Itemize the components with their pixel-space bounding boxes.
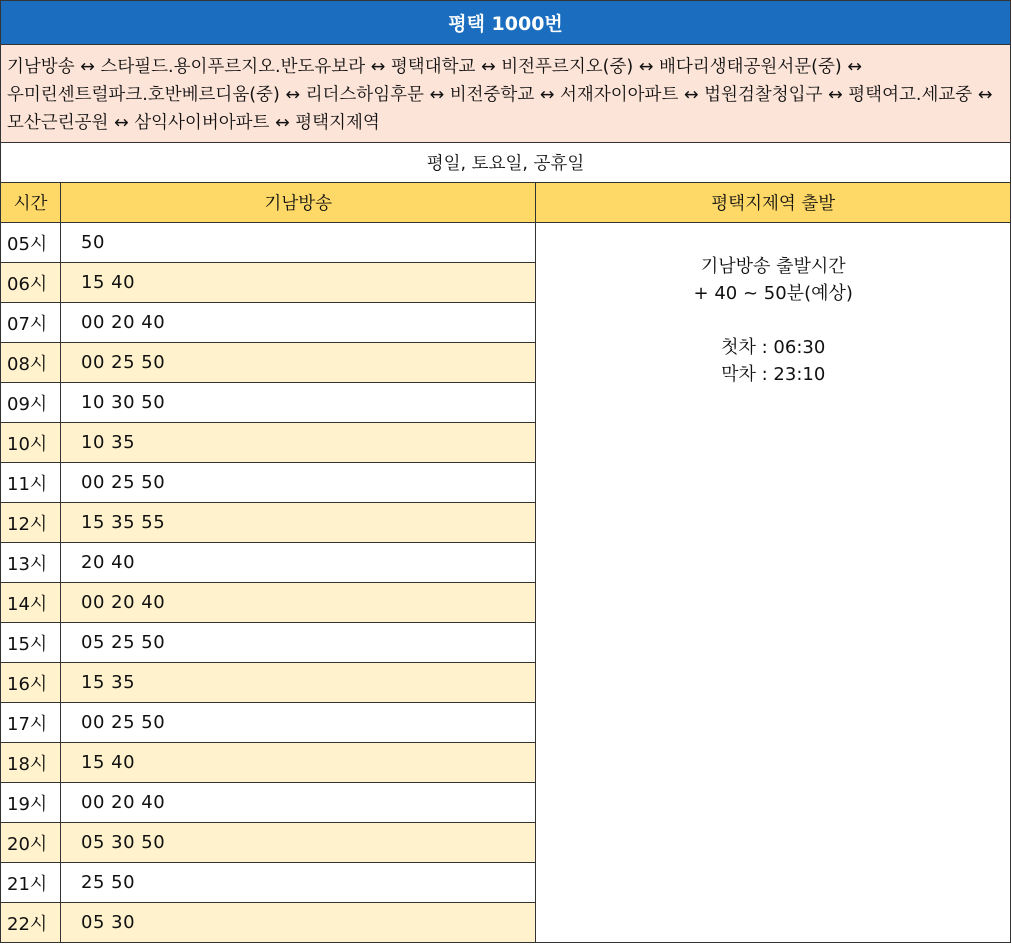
schedule-grid: [1, 183, 1011, 943]
return-header: 평택지제역 출발: [536, 183, 1011, 223]
times-cell: 00 20 40: [61, 783, 536, 822]
hour-cell: 15시: [1, 623, 61, 662]
table-row: [1, 823, 536, 863]
times-cell: 15 35 55: [61, 503, 536, 542]
hour-cell: 12시: [1, 503, 61, 542]
times-cell: 05 30: [61, 903, 536, 942]
times-cell: 05 30 50: [61, 823, 536, 862]
times-cell: 00 25 50: [61, 343, 536, 382]
hour-cell: 14시: [1, 583, 61, 622]
origin-header: 기남방송: [61, 183, 536, 222]
times-cell: 20 40: [61, 543, 536, 582]
hour-cell: 17시: [1, 703, 61, 742]
last-bus: 막차 : 23:10: [721, 364, 826, 385]
times-cell: 25 50: [61, 863, 536, 902]
hour-cell: 10시: [1, 423, 61, 462]
table-row: [1, 343, 536, 383]
page-title: 평택 1000번: [1, 1, 1011, 45]
note-spacer: [536, 307, 1010, 334]
times-cell: 15 40: [61, 743, 536, 782]
table-row: [1, 263, 536, 303]
hour-cell: 07시: [1, 303, 61, 342]
times-cell: 00 25 50: [61, 463, 536, 502]
table-row: [1, 863, 536, 903]
hour-cell: 06시: [1, 263, 61, 302]
table-row: [1, 303, 536, 343]
table-row: [1, 783, 536, 823]
table-row: [1, 423, 536, 463]
table-body: [1, 223, 536, 943]
hour-cell: 16시: [1, 663, 61, 702]
times-cell: 05 25 50: [61, 623, 536, 662]
table-row: [1, 743, 536, 783]
hour-cell: 21시: [1, 863, 61, 902]
hour-cell: 22시: [1, 903, 61, 942]
times-cell: 10 30 50: [61, 383, 536, 422]
table-row: [1, 543, 536, 583]
table-row: [1, 463, 536, 503]
first-bus: 첫차 : 06:30: [721, 337, 826, 358]
table-row: [1, 503, 536, 543]
times-cell: 50: [61, 223, 536, 262]
times-cell: 15 35: [61, 663, 536, 702]
times-cell: 00 20 40: [61, 583, 536, 622]
hour-cell: 11시: [1, 463, 61, 502]
table-row: [1, 663, 536, 703]
service-days: 평일, 토요일, 공휴일: [1, 143, 1011, 183]
times-cell: 10 35: [61, 423, 536, 462]
return-column: [536, 183, 1011, 943]
times-cell: 00 25 50: [61, 703, 536, 742]
route-description: 기남방송 ↔ 스타필드.용이푸르지오.반도유보라 ↔ 평택대학교 ↔ 비전푸르지오(중) ↔ 배다리생태공원서문(중) ↔ 우미린센트럴파크.호반베르디움(중) ↔ 리더스하임후문 ↔ 비전중학교 ↔ 서재자이아파트 ↔ 법원검찰청입구 ↔ 평택여고.세교중 ↔ 모산근린공원 ↔ 삼익사이버아파트 ↔ 평택지제역: [1, 45, 1011, 143]
table-row: [1, 583, 536, 623]
hour-cell: 09시: [1, 383, 61, 422]
hour-cell: 19시: [1, 783, 61, 822]
departure-table: [1, 183, 536, 943]
hour-header: 시간: [1, 183, 61, 222]
table-row: [1, 903, 536, 943]
return-note: [536, 223, 1011, 943]
table-header: [1, 183, 536, 223]
table-row: [1, 383, 536, 423]
note-line2: + 40 ~ 50분(예상): [693, 283, 853, 304]
hour-cell: 18시: [1, 743, 61, 782]
table-row: [1, 223, 536, 263]
note-line1: 기남방송 출발시간: [700, 256, 846, 277]
table-row: [1, 703, 536, 743]
hour-cell: 20시: [1, 823, 61, 862]
table-row: [1, 623, 536, 663]
hour-cell: 05시: [1, 223, 61, 262]
times-cell: 15 40: [61, 263, 536, 302]
hour-cell: 13시: [1, 543, 61, 582]
times-cell: 00 20 40: [61, 303, 536, 342]
hour-cell: 08시: [1, 343, 61, 382]
